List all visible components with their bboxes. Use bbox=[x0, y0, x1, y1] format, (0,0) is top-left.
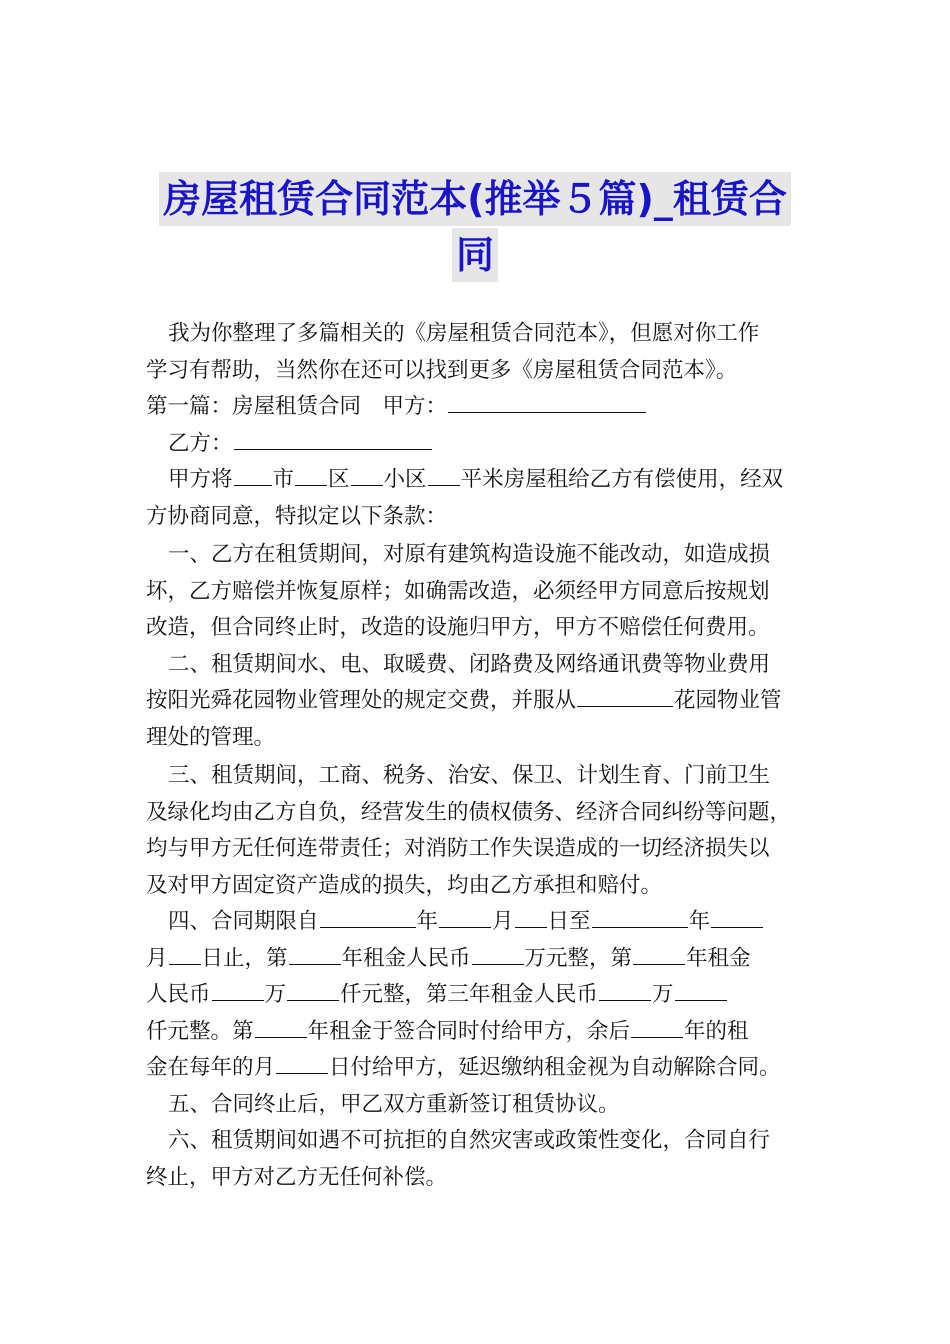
clause-3-line-1: 三、租赁期间，工商、税务、治安、保卫、计划生育、门前卫生 bbox=[168, 763, 771, 788]
text-segment: 年 bbox=[688, 909, 711, 934]
clause-4-line-4 bbox=[146, 1014, 818, 1051]
text-segment: 年的租 bbox=[684, 1018, 749, 1044]
text-segment: 万 bbox=[264, 982, 287, 1007]
text-segment: 年租金人民币 bbox=[341, 945, 471, 971]
start-month-blank bbox=[439, 907, 491, 928]
rent2-qian-blank bbox=[287, 980, 339, 1001]
text-segment: 四、合同期限自 bbox=[168, 909, 319, 934]
first-pay-year-blank bbox=[255, 1017, 307, 1038]
end-year-blank bbox=[592, 907, 688, 928]
clause-5: 五、合同终止后，甲乙双方重新签订租赁协议。 bbox=[168, 1091, 620, 1117]
pay-day-blank bbox=[276, 1053, 328, 1074]
garden-blank bbox=[577, 686, 673, 707]
text-segment: 年租金于签合同时付给甲方，余后 bbox=[307, 1018, 631, 1044]
text-segment: 月 bbox=[492, 909, 514, 934]
start-day-blank bbox=[515, 907, 547, 928]
document-body bbox=[146, 316, 818, 1196]
text-segment: 万元整，第 bbox=[524, 945, 633, 971]
clause-1-line-2: 坏，乙方赔偿并恢复原样；如确需改造，必须经甲方同意后按规划 bbox=[146, 578, 770, 604]
clause-6-line-2: 终止，甲方对乙方无任何补偿。 bbox=[146, 1164, 448, 1190]
document-title bbox=[120, 172, 830, 282]
clause-4-line-2 bbox=[146, 941, 818, 978]
clause-6-line-1: 六、租赁期间如遇不可抗拒的自然灾害或政策性变化，合同自行 bbox=[168, 1128, 771, 1153]
text-segment: 日止，第 bbox=[201, 945, 288, 971]
year-no-blank-2 bbox=[633, 944, 685, 965]
text-segment: 按阳光舜花园物业管理处的规定交费，并服从 bbox=[146, 688, 577, 713]
text-segment: 花园物业管 bbox=[674, 688, 782, 713]
start-year-blank bbox=[320, 907, 416, 928]
text-segment: 万 bbox=[652, 982, 674, 1007]
party-a-blank bbox=[448, 392, 646, 413]
first-chapter-line bbox=[146, 389, 818, 426]
first-chapter-label: 第一篇：房屋租赁合同 甲方： bbox=[146, 394, 448, 419]
text-segment: 金在每年的月 bbox=[146, 1055, 276, 1080]
city-blank bbox=[234, 465, 272, 486]
area-blank bbox=[428, 465, 460, 486]
text-segment: 年租金 bbox=[686, 945, 751, 971]
clause-3-line-4: 及对甲方固定资产造成的损失，均由乙方承担和赔付。 bbox=[146, 872, 663, 898]
rent3-qian-blank bbox=[675, 980, 727, 1001]
rent-wan-blank bbox=[472, 944, 524, 965]
party-b-label: 乙方： bbox=[168, 430, 233, 456]
text-segment: 人民币 bbox=[146, 982, 211, 1007]
text-segment: 日至 bbox=[547, 909, 591, 934]
clause-2-line-2 bbox=[146, 683, 818, 720]
premises-line-2: 方协商同意，特拟定以下条款： bbox=[146, 503, 448, 529]
party-b-blank bbox=[234, 429, 432, 450]
party-b-line bbox=[146, 426, 818, 463]
text-segment: 仟元整。第 bbox=[146, 1018, 254, 1044]
clause-3-line-2: 及绿化均由乙方自负，经营发生的债权债务、经济合同纠纷等问题， bbox=[146, 799, 792, 825]
text-segment: 日付给甲方，延迟缴纳租金视为自动解除合同。 bbox=[329, 1055, 781, 1080]
intro-line-1: 我为你整理了多篇相关的《房屋租赁合同范本》，但愿对你工作 bbox=[168, 321, 760, 346]
text-segment: 小区 bbox=[383, 467, 427, 492]
end-day-blank bbox=[169, 944, 201, 965]
year-no-blank bbox=[289, 944, 341, 965]
clause-4-line-3 bbox=[146, 977, 818, 1014]
text-segment: 年 bbox=[416, 909, 439, 934]
text-segment: 甲方将 bbox=[168, 467, 233, 492]
clause-4-line-5 bbox=[146, 1050, 818, 1087]
clause-2-line-1: 二、租赁期间水、电、取暖费、闭路费及网络通讯费等物业费用 bbox=[168, 651, 771, 677]
text-segment: 市 bbox=[272, 467, 295, 492]
premises-line-1 bbox=[146, 462, 818, 499]
text-segment: 月 bbox=[146, 945, 168, 971]
end-month-blank bbox=[711, 907, 763, 928]
remaining-year-blank bbox=[631, 1017, 683, 1038]
rent2-wan-blank bbox=[212, 980, 264, 1001]
clause-3-line-3: 均与甲方无任何连带责任；对消防工作失误造成的一切经济损失以 bbox=[146, 836, 770, 861]
clause-1-line-3: 改造，但合同终止时，改造的设施归甲方，甲方不赔偿任何费用。 bbox=[146, 615, 770, 640]
clause-1-line-1: 一、乙方在租赁期间，对原有建筑构造设施不能改动，如造成损 bbox=[168, 542, 771, 567]
clause-2-line-3: 理处的管理。 bbox=[146, 724, 276, 750]
title-line-1: 房屋租赁合同范本(推举５篇)_租赁合 bbox=[159, 172, 791, 226]
title-line-2: 同 bbox=[452, 228, 498, 282]
district-blank bbox=[295, 465, 327, 486]
intro-line-2: 学习有帮助，当然你在还可以找到更多《房屋租赁合同范本》。 bbox=[146, 357, 738, 383]
rent3-wan-blank bbox=[599, 980, 651, 1001]
text-segment: 仟元整，第三年租金人民币 bbox=[340, 982, 599, 1007]
text-segment: 区 bbox=[328, 467, 350, 492]
community-blank bbox=[351, 465, 383, 486]
clause-4-line-1 bbox=[146, 904, 818, 941]
text-segment: 平米房屋租给乙方有偿使用，经双 bbox=[460, 467, 784, 492]
